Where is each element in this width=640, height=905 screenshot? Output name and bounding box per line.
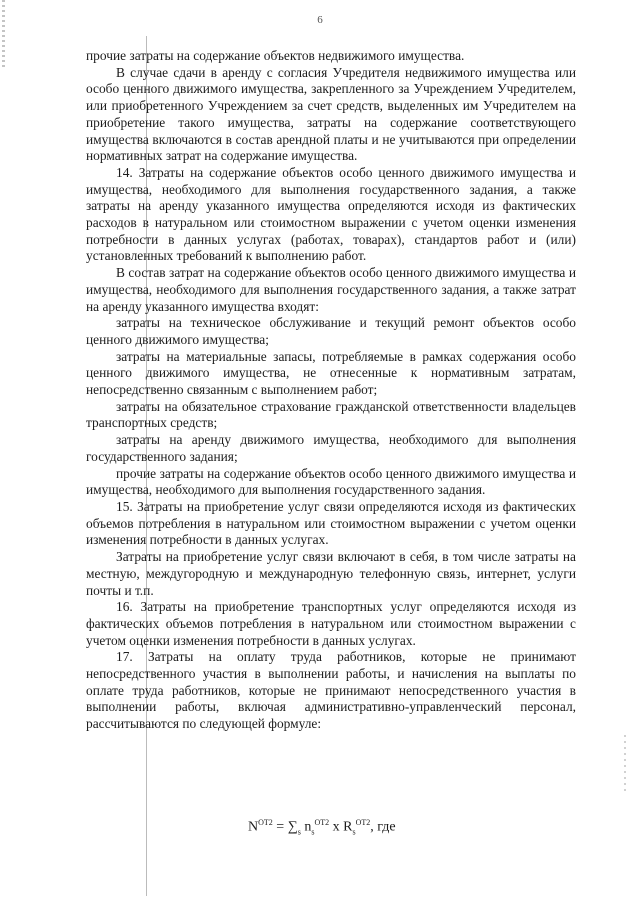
formula-eq: = <box>276 819 285 835</box>
paragraph: 16. Затраты на приобретение транспортных услуг определяются исходя из фактических объемов потребления в натуральном или стоимостном выражении с учетом оценки изменения потребности в данных услугах. <box>86 599 576 648</box>
paragraph: затраты на обязательное страхование гражданской ответственности владельцев транспортных средств; <box>86 398 576 431</box>
paragraph: затраты на аренду движимого имущества, необходимого для выполнения государственного задания; <box>86 432 576 464</box>
body-text <box>86 48 576 733</box>
paragraph: 17. Затраты на оплату труда работников, которые не принимают непосредственного участия в выполнении работы, и начисления на выплаты по оплате труда работников, которые не принимают непосредственного участия в выполнении работы, включая административно-управленческий персонал, рассчитываются по следующей формуле: <box>86 649 576 732</box>
paragraph: прочие затраты на содержание объектов недвижимого имущества. <box>86 48 465 63</box>
page-number: 6 <box>317 14 323 26</box>
cost-formula <box>248 818 396 836</box>
paragraph: В состав затрат на содержание объектов особо ценного движимого имущества и имущества, необходимого для выполнения государственного задания, а также затрат на аренду указанного имущества входят: <box>86 265 576 314</box>
formula-lhs: N <box>248 819 259 835</box>
formula-n: n <box>304 819 312 835</box>
formula-suffix: , где <box>370 819 396 835</box>
paragraph: В случае сдачи в аренду с согласия Учредителя недвижимого имущества или особо ценного движимого имущества, закрепленного за Учреждением Учредителем, или приобретенного Учреждением за счет средств, выделенных им Учредителем на приобретение такого имущества, затраты на содержание соответствующего имущества включаются в состав арендной платы и не учитываются при определении нормативных затрат на содержание имущества. <box>86 64 576 164</box>
formula-sum-sub: s <box>297 827 301 837</box>
scan-edge-mark <box>624 735 626 795</box>
formula-sum: ∑ <box>287 819 298 835</box>
paragraph: затраты на техническое обслуживание и текущий ремонт объектов особо ценного движимого имущества; <box>86 315 576 347</box>
paragraph: прочие затраты на содержание объектов особо ценного движимого имущества и имущества, необходимого для выполнения государственного задания. <box>86 465 576 498</box>
paragraph: Затраты на приобретение услуг связи включают в себя, в том числе затраты на местную, междугородную и международную телефонную связь, интернет, услуги почты и т.п. <box>86 549 576 598</box>
paragraph: 14. Затраты на содержание объектов особо ценного движимого имущества и имущества, необходимого для выполнения государственного задания, а также затраты на аренду указанного имущества определяются исходя из фактических расходов в натуральном или стоимостном выражении с учетом оценки изменения потребности в данных услугах (работах, товарах), стандартов работ и (или) установленных требований к выполнению работ. <box>86 164 576 264</box>
formula-r-sup: ОТ2 <box>355 818 371 827</box>
paragraph: затраты на материальные запасы, потребляемые в рамках содержания особо ценного движимого имущества, не отнесенные к нормативным затратам, непосредственно связанным с выполнением работ; <box>86 348 576 398</box>
paragraph: 15. Затраты на приобретение услуг связи определяются исходя из фактических объемов потребления в натуральном или стоимостном выражении с учетом оценки изменения потребности в данных услугах. <box>86 498 576 548</box>
formula-r: R <box>343 819 353 835</box>
scan-edge-mark <box>2 0 5 70</box>
formula-lhs-sup: ОТ2 <box>258 818 273 827</box>
formula-r-sub: s <box>352 827 356 837</box>
formula-n-sup: ОТ2 <box>314 818 330 827</box>
formula-n-sub: s <box>311 827 315 837</box>
formula-times: x <box>332 819 340 835</box>
